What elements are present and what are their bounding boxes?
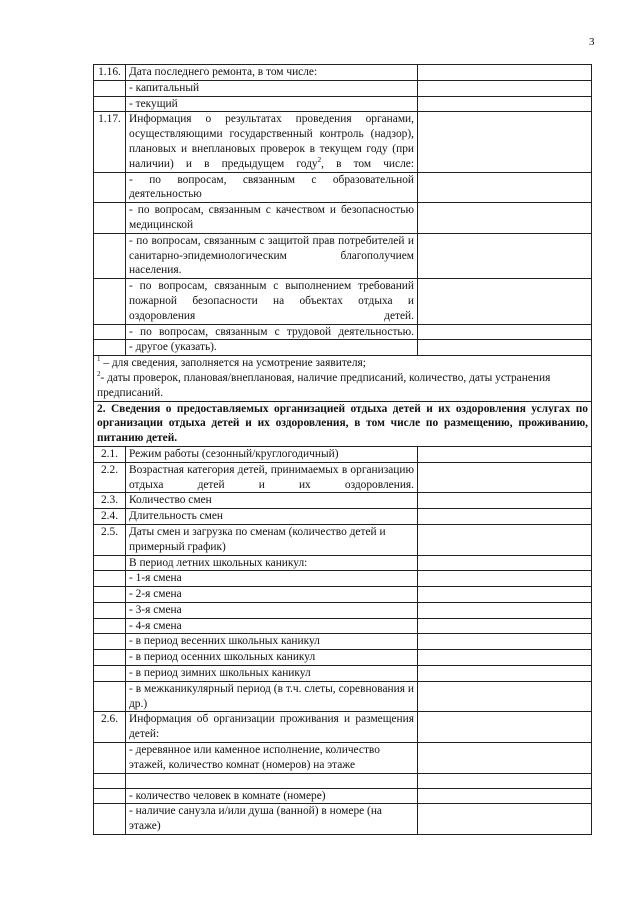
item-number xyxy=(94,587,126,603)
table-row xyxy=(94,172,592,203)
table-row xyxy=(94,340,592,356)
item-number: 2.3. xyxy=(94,493,126,509)
item-label: Даты смен и загрузка по сменам (количество детей и примерный график) xyxy=(126,524,418,555)
table-row xyxy=(94,279,592,324)
table-row xyxy=(94,493,592,509)
item-number: 1.17. xyxy=(94,112,126,172)
item-number xyxy=(94,203,126,234)
item-label: - по вопросам, связанным с выполнением требований пожарной безопасности на объектах отдыха и оздоровления детей. xyxy=(126,279,418,324)
item-label: - в межканикулярный период (в т.ч. слеты, соревнования и др.) xyxy=(126,681,418,712)
item-number: 2.2. xyxy=(94,462,126,493)
item-number xyxy=(94,618,126,634)
table-row xyxy=(94,96,592,112)
item-label: - в период зимних школьных каникул xyxy=(126,666,418,682)
footnote-2-mark: 2 xyxy=(97,370,101,379)
answer-cell[interactable] xyxy=(418,773,592,788)
table-row xyxy=(94,681,592,712)
item-label: - по вопросам, связанным с трудовой деятельностью. xyxy=(126,324,418,340)
item-number xyxy=(94,571,126,587)
item-label: - количество человек в комнате (номере) xyxy=(126,788,418,804)
table-row xyxy=(94,618,592,634)
table-row xyxy=(94,712,592,743)
item-number xyxy=(94,279,126,324)
item-label: - по вопросам, связанным с качеством и безопасностью медицинской xyxy=(126,203,418,234)
answer-cell[interactable] xyxy=(418,446,592,462)
item-label: - текущий xyxy=(126,96,418,112)
table-row xyxy=(94,65,592,81)
item-number xyxy=(94,602,126,618)
item-number xyxy=(94,773,126,788)
table-row xyxy=(94,602,592,618)
item-number: 2.5. xyxy=(94,524,126,555)
item-number xyxy=(94,233,126,278)
item-label: - капитальный xyxy=(126,80,418,96)
item-label: - деревянное или каменное исполнение, количество этажей, количество комнат (номеров) на этаже xyxy=(126,743,418,774)
answer-cell[interactable] xyxy=(418,233,592,278)
answer-cell[interactable] xyxy=(418,712,592,743)
item-number xyxy=(94,555,126,571)
item-label: - другое (указать). xyxy=(126,340,418,356)
item-number xyxy=(94,666,126,682)
item-label: - в период осенних школьных каникул xyxy=(126,650,418,666)
table-row xyxy=(94,650,592,666)
item-label: Длительность смен xyxy=(126,509,418,525)
table-row xyxy=(94,233,592,278)
answer-cell[interactable] xyxy=(418,65,592,81)
item-label: Возрастная категория детей, принимаемых в организацию отдыха детей и их оздоровления. xyxy=(126,462,418,493)
answer-cell[interactable] xyxy=(418,462,592,493)
table-row xyxy=(94,462,592,493)
page-number: 3 xyxy=(589,36,595,48)
answer-cell[interactable] xyxy=(418,634,592,650)
item-label: В период летних школьных каникул: xyxy=(126,555,418,571)
answer-cell[interactable] xyxy=(418,788,592,804)
table-row xyxy=(94,509,592,525)
item-number xyxy=(94,80,126,96)
table-row xyxy=(94,804,592,835)
footnotes xyxy=(94,356,592,401)
table-row xyxy=(94,112,592,172)
item-label: - 3-я смена xyxy=(126,602,418,618)
item-number: 1.16. xyxy=(94,65,126,81)
item-number: 2.4. xyxy=(94,509,126,525)
footnote-2-text: - даты проверок, плановая/внеплановая, наличие предписаний, количество, даты устранения предписаний. xyxy=(97,371,551,399)
item-number xyxy=(94,340,126,356)
item-number xyxy=(94,634,126,650)
item-label: Режим работы (сезонный/круглогодичный) xyxy=(126,446,418,462)
answer-cell[interactable] xyxy=(418,555,592,571)
answer-cell[interactable] xyxy=(418,324,592,340)
footnote-1-mark: 1 xyxy=(97,355,101,364)
answer-cell[interactable] xyxy=(418,509,592,525)
table-row xyxy=(94,571,592,587)
answer-cell[interactable] xyxy=(418,571,592,587)
footnote-2 xyxy=(97,371,588,401)
answer-cell[interactable] xyxy=(418,96,592,112)
answer-cell[interactable] xyxy=(418,524,592,555)
answer-cell[interactable] xyxy=(418,804,592,835)
table-row xyxy=(94,666,592,682)
answer-cell[interactable] xyxy=(418,172,592,203)
table-row xyxy=(94,634,592,650)
table-row xyxy=(94,555,592,571)
item-number: 2.1. xyxy=(94,446,126,462)
answer-cell[interactable] xyxy=(418,666,592,682)
footnotes-row xyxy=(94,356,592,401)
item-number xyxy=(94,804,126,835)
item-label: Дата последнего ремонта, в том числе: xyxy=(126,65,418,81)
item-label: Количество смен xyxy=(126,493,418,509)
answer-cell[interactable] xyxy=(418,112,592,172)
item-number xyxy=(94,172,126,203)
item-label xyxy=(126,112,418,172)
answer-cell[interactable] xyxy=(418,279,592,324)
table-row xyxy=(94,788,592,804)
table-row xyxy=(94,203,592,234)
item-label: - 1-я смена xyxy=(126,571,418,587)
item-number xyxy=(94,96,126,112)
answer-cell[interactable] xyxy=(418,203,592,234)
item-label: - по вопросам, связанным с защитой прав потребителей и санитарно-эпидемиологическим благополучием населения. xyxy=(126,233,418,278)
item-label: - по вопросам, связанным с образовательной деятельностью xyxy=(126,172,418,203)
footnote-1 xyxy=(97,356,588,371)
item-label: - 2-я смена xyxy=(126,587,418,603)
item-number xyxy=(94,681,126,712)
questionnaire-table xyxy=(93,64,592,835)
item-label: Информация об организации проживания и размещения детей: xyxy=(126,712,418,743)
item-number xyxy=(94,324,126,340)
answer-cell[interactable] xyxy=(418,80,592,96)
section-heading-row xyxy=(94,401,592,446)
item-label: - в период весенних школьных каникул xyxy=(126,634,418,650)
item-number xyxy=(94,650,126,666)
answer-cell[interactable] xyxy=(418,743,592,774)
footnote-1-text: – для сведения, заполняется на усмотрение заявителя; xyxy=(100,357,366,370)
table-row xyxy=(94,587,592,603)
answer-cell[interactable] xyxy=(418,602,592,618)
section-2-heading: 2. Сведения о предоставляемых организацией отдыха детей и их оздоровления услугах по организации отдыха детей и их оздоровления, в том числе по размещению, проживанию, питанию детей. xyxy=(94,401,592,446)
table-row xyxy=(94,324,592,340)
answer-cell[interactable] xyxy=(418,340,592,356)
item-label-tail: , в том числе: xyxy=(321,157,414,170)
answer-cell[interactable] xyxy=(418,681,592,712)
answer-cell[interactable] xyxy=(418,493,592,509)
table-row xyxy=(94,80,592,96)
table-row xyxy=(94,446,592,462)
table-row xyxy=(94,743,592,774)
answer-cell[interactable] xyxy=(418,618,592,634)
footnote-ref: 2 xyxy=(317,155,322,164)
table-row xyxy=(94,773,592,788)
table-row xyxy=(94,524,592,555)
item-label xyxy=(126,773,418,788)
answer-cell[interactable] xyxy=(418,650,592,666)
item-label-text: Информация о результатах проведения органами, осуществляющими государственный контроль (надзор), плановых и внеплановых проверок в текущем году (при наличии) и в предыдущем году xyxy=(129,113,414,170)
item-number xyxy=(94,743,126,774)
item-number xyxy=(94,788,126,804)
item-label: - наличие санузла и/или душа (ванной) в номере (на этаже) xyxy=(126,804,418,835)
answer-cell[interactable] xyxy=(418,587,592,603)
item-label: - 4-я смена xyxy=(126,618,418,634)
item-number: 2.6. xyxy=(94,712,126,743)
